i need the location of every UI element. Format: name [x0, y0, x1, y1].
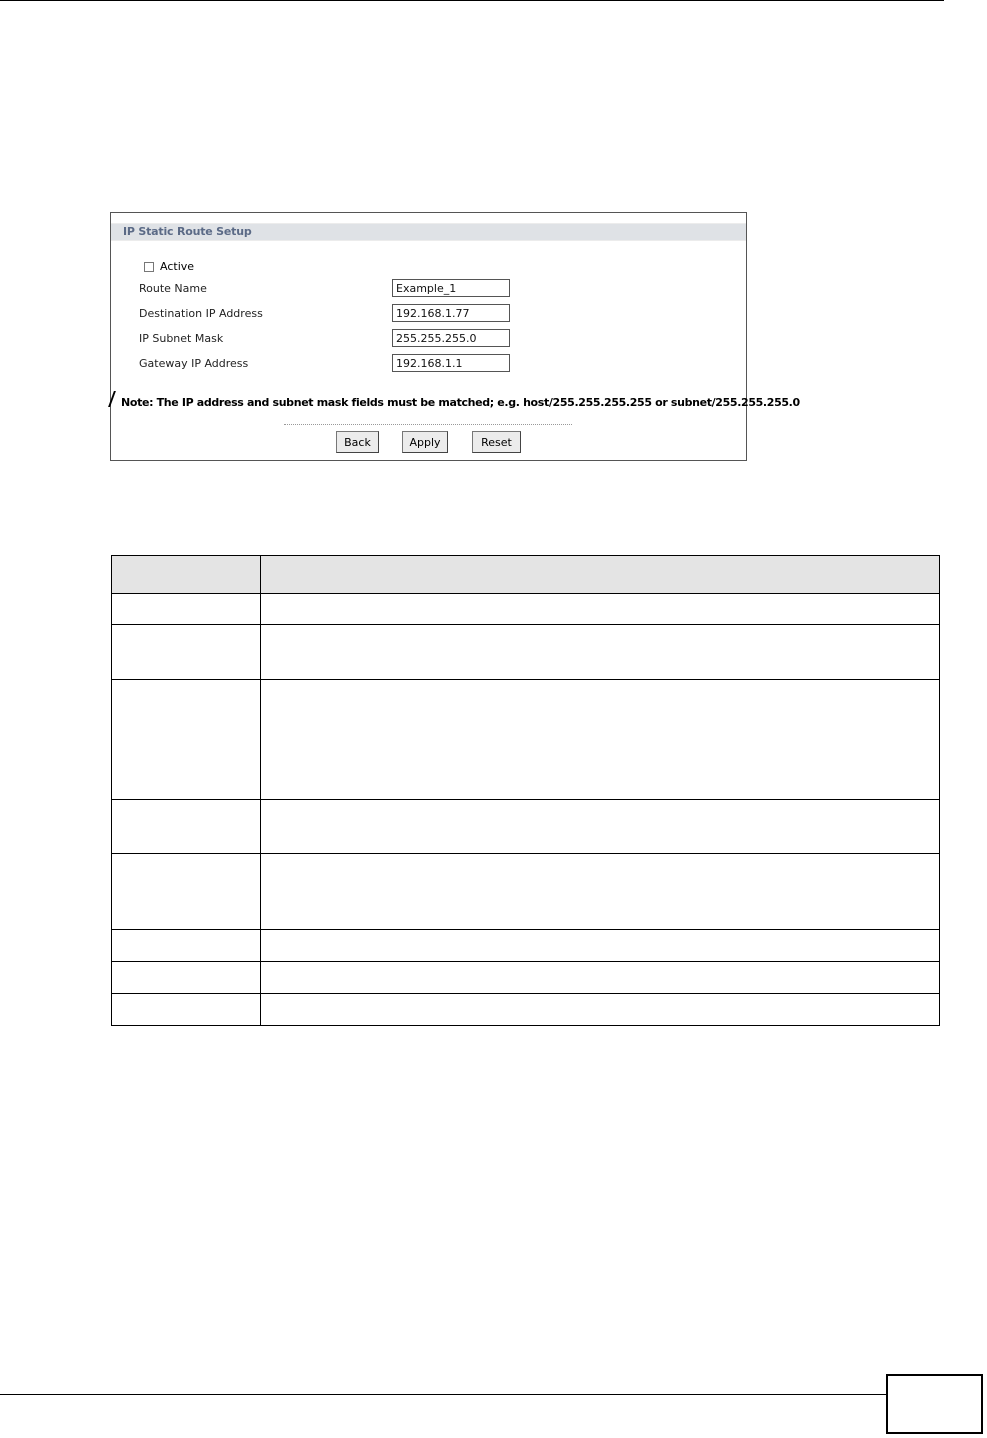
active-label: Active: [160, 260, 195, 273]
page-number-box: [886, 1374, 983, 1434]
reset-button[interactable]: Reset: [472, 431, 521, 453]
table-cell: [112, 994, 261, 1026]
table-cell: [112, 962, 261, 994]
destination-ip-input[interactable]: [392, 304, 510, 322]
table-row: [112, 930, 940, 962]
table-row: [112, 800, 940, 854]
table-cell: [112, 800, 261, 854]
table-cell: [112, 594, 261, 625]
table-cell: [112, 680, 261, 800]
table-cell: [261, 800, 940, 854]
table-cell: [261, 962, 940, 994]
note-text: Note: The IP address and subnet mask fields must be matched; e.g. host/255.255.255.255 or subnet/255.255.255.0: [121, 396, 800, 409]
gateway-ip-label: Gateway IP Address: [139, 357, 249, 370]
table-row: [112, 594, 940, 625]
table-header-row: [112, 556, 940, 594]
table-header-cell: [112, 556, 261, 594]
table-row: [112, 962, 940, 994]
header-rule: [0, 0, 944, 1]
table-cell: [261, 680, 940, 800]
table-cell: [261, 994, 940, 1026]
route-name-label: Route Name: [139, 282, 207, 295]
table-row: [112, 680, 940, 800]
table-row: [112, 994, 940, 1026]
back-button[interactable]: Back: [336, 431, 379, 453]
table-row: [112, 854, 940, 930]
table-cell: [261, 854, 940, 930]
active-option[interactable]: [144, 260, 194, 273]
subnet-mask-label: IP Subnet Mask: [139, 332, 224, 345]
table-cell: [112, 625, 261, 680]
subnet-mask-input[interactable]: [392, 329, 510, 347]
table-cell: [261, 625, 940, 680]
table-cell: [112, 930, 261, 962]
button-separator: [284, 424, 572, 425]
table-cell: [261, 594, 940, 625]
ip-static-route-setup-panel: [110, 212, 800, 461]
panel-header: [111, 223, 746, 241]
gateway-ip-input[interactable]: [392, 354, 510, 372]
note-marker: [108, 391, 119, 407]
panel-title: IP Static Route Setup: [123, 225, 252, 238]
route-name-input[interactable]: [392, 279, 510, 297]
apply-button[interactable]: Apply: [402, 431, 448, 453]
table-row: [112, 625, 940, 680]
field-description-table: [111, 555, 940, 1026]
active-checkbox[interactable]: [144, 262, 154, 272]
table-header-cell: [261, 556, 940, 594]
table-cell: [112, 854, 261, 930]
destination-ip-label: Destination IP Address: [139, 307, 263, 320]
table-cell: [261, 930, 940, 962]
footer-rule: [0, 1394, 886, 1395]
